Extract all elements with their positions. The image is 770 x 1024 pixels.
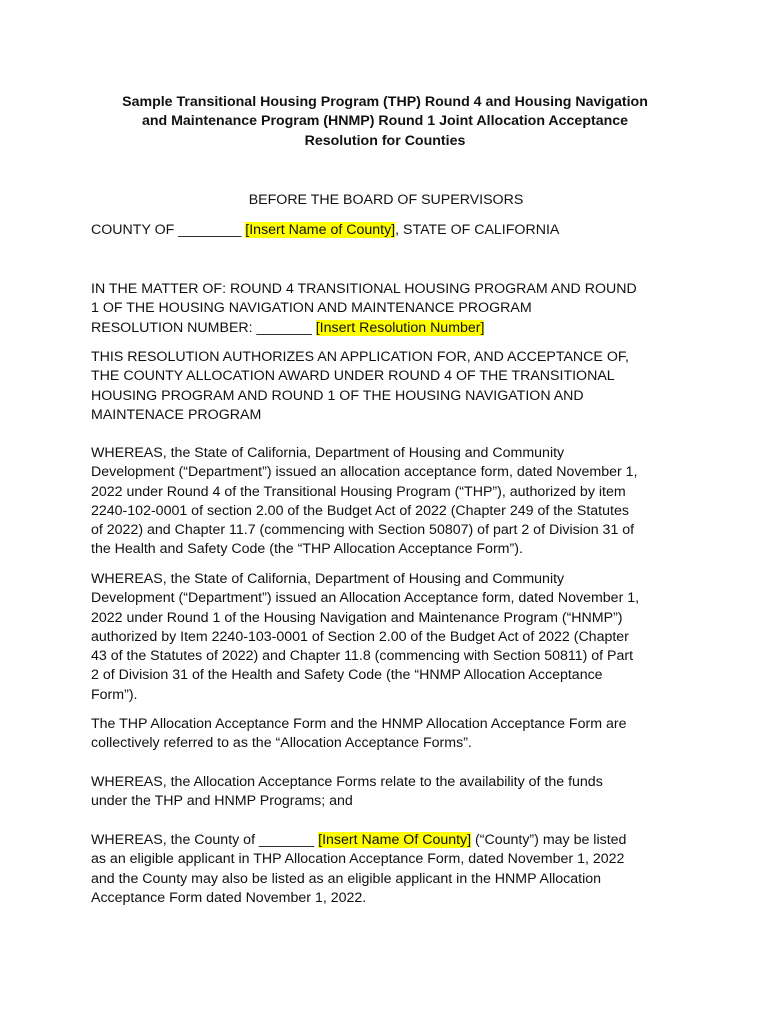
collectively-paragraph: [91, 715, 691, 754]
whereas-hnmp-line: Development (“Department”) issued an Allocation Acceptance form, dated November 1,: [91, 590, 640, 607]
whereas-thp-paragraph: [91, 444, 691, 560]
whereas-relate-line: WHEREAS, the Allocation Acceptance Forms relate to the availability of the funds: [91, 774, 603, 790]
whereas-county-prefix: WHEREAS, the County of _______: [91, 832, 319, 848]
whereas-county-line-2: as an eligible applicant in THP Allocation Acceptance Form, dated November 1, 2022: [91, 851, 625, 868]
whereas-county-line-3: and the County may also be listed as an eligible applicant in the HNMP Allocation: [91, 870, 602, 887]
whereas-hnmp-line: 2 of Division 31 of the Health and Safety Code (the “HNMP Allocation Acceptance: [91, 667, 603, 684]
resolution-number-placeholder: [Insert Resolution Number]: [315, 319, 485, 336]
county-name-placeholder: [Insert Name of County]: [245, 222, 396, 238]
whereas-thp-line: the Health and Safety Code (the “THP Allocation Acceptance Form”).: [91, 541, 523, 558]
whereas-hnmp-paragraph: [91, 570, 691, 705]
whereas-relate-line: under the THP and HNMP Programs; and: [91, 793, 353, 810]
county-line: [91, 221, 691, 240]
authorizes-line: MAINTENACE PROGRAM: [91, 406, 262, 423]
document-title: [90, 93, 680, 151]
whereas-thp-line: Development (“Department”) issued an allocation acceptance form, dated November 1,: [91, 464, 638, 481]
title-line-3: Resolution for Counties: [304, 132, 466, 149]
matter-line-2: 1 OF THE HOUSING NAVIGATION AND MAINTENANCE PROGRAM: [91, 300, 532, 317]
whereas-county-line-4: Acceptance Form dated November 1, 2022.: [91, 889, 367, 906]
whereas-thp-line: of 2022) and Chapter 11.7 (commencing with Section 50807) of part 2 of Division 31 of: [91, 522, 635, 539]
county-name-placeholder-2: [Insert Name Of County]: [318, 832, 472, 848]
resolution-number-line: [91, 319, 691, 338]
whereas-hnmp-line: Form”).: [91, 686, 138, 703]
whereas-county-paragraph: [91, 831, 691, 908]
authorizes-paragraph: [91, 348, 691, 425]
matter-paragraph: [91, 280, 691, 338]
resolution-number-prefix: RESOLUTION NUMBER: _______: [91, 319, 316, 336]
collectively-line: The THP Allocation Acceptance Form and the HNMP Allocation Acceptance Form are: [91, 716, 627, 732]
title-line-1: Sample Transitional Housing Program (THP) Round 4 and Housing Navigation: [122, 94, 648, 110]
title-line-2: and Maintenance Program (HNMP) Round 1 Joint Allocation Acceptance: [141, 113, 629, 130]
whereas-thp-line: 2022 under Round 4 of the Transitional Housing Program (“THP”), authorized by item: [91, 483, 626, 500]
board-heading: BEFORE THE BOARD OF SUPERVISORS: [248, 192, 524, 208]
matter-line-1: IN THE MATTER OF: ROUND 4 TRANSITIONAL HOUSING PROGRAM AND ROUND: [91, 281, 637, 297]
whereas-relate-paragraph: [91, 773, 691, 812]
whereas-county-suffix: (“County”) may be listed: [471, 832, 627, 848]
authorizes-line: HOUSING PROGRAM AND ROUND 1 OF THE HOUSING NAVIGATION AND: [91, 387, 584, 404]
whereas-thp-line: 2240-102-0001 of section 2.00 of the Budget Act of 2022 (Chapter 249 of the Statutes: [91, 502, 629, 519]
whereas-hnmp-line: authorized by Item 2240-103-0001 of Section 2.00 of the Budget Act of 2022 (Chapter: [91, 628, 629, 645]
collectively-line: collectively referred to as the “Allocation Acceptance Forms”.: [91, 735, 472, 752]
authorizes-line: THIS RESOLUTION AUTHORIZES AN APPLICATION FOR, AND ACCEPTANCE OF,: [91, 349, 629, 365]
whereas-hnmp-line: WHEREAS, the State of California, Department of Housing and Community: [91, 571, 565, 587]
county-line-suffix: , STATE OF CALIFORNIA: [395, 222, 560, 238]
whereas-county-line-1: [91, 831, 691, 850]
authorizes-line: THE COUNTY ALLOCATION AWARD UNDER ROUND 4 OF THE TRANSITIONAL: [91, 368, 615, 385]
whereas-thp-line: WHEREAS, the State of California, Department of Housing and Community: [91, 445, 565, 461]
whereas-hnmp-line: 2022 under Round 1 of the Housing Navigation and Maintenance Program (“HNMP”): [91, 609, 623, 626]
whereas-hnmp-line: 43 of the Statutes of 2022) and Chapter 11.8 (commencing with Section 50811) of Part: [91, 648, 634, 665]
county-line-prefix: COUNTY OF ________: [91, 222, 246, 238]
